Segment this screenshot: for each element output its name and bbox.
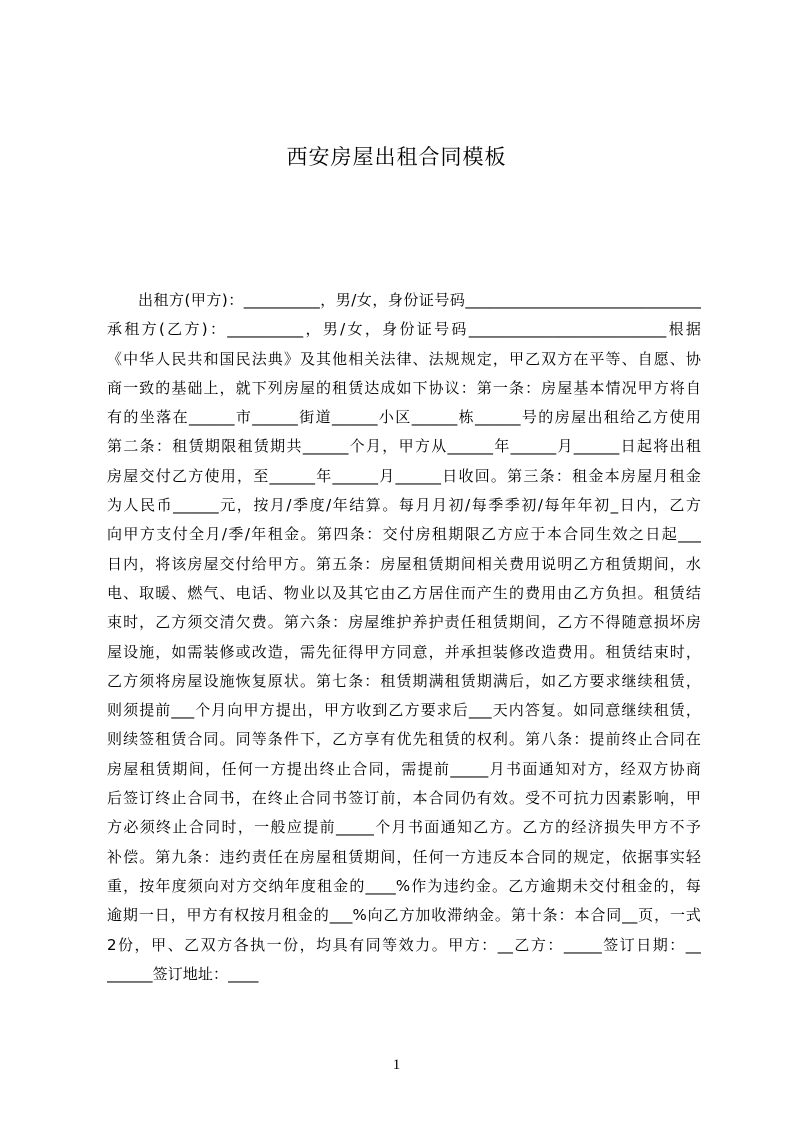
body-line-11: 电、取暖、燃气、电话、物业以及其它由乙方居住而产生的费用由乙方负担。租赁结 (107, 583, 701, 602)
body-line-17: 房屋租赁期间，任何一方提出终止合同，需提前_____月书面通知对方，经双方协商 (107, 759, 701, 778)
body-line-19: 方必须终止合同时，一般应提前_____个月书面通知乙方。乙方的经济损失甲方不予 (107, 818, 701, 837)
body-line-15: 则须提前___个月向甲方提出，甲方收到乙方要求后___天内答复。如同意继续租赁， (107, 701, 701, 720)
body-line-21: 重，按年度须向对方交纳年度租金的____%作为违约金。乙方逾期未交付租金的，每 (107, 876, 701, 895)
body-line-3: 《中华人民共和国民法典》及其他相关法律、法规规定，甲乙双方在平等、自愿、协 (107, 349, 701, 368)
body-line-1: 出租方(甲方)：__________，男/女，身份证号码_______________________________ (138, 291, 701, 309)
body-line-22: 逾期一日，甲方有权按月租金的___%向乙方加收滞纳金。第十条：本合同__页，一式 (107, 906, 701, 925)
document-title: 西安房屋出租合同模板 (286, 145, 507, 169)
page-number: 1 (392, 1057, 401, 1073)
body-line-16: 则续签租赁合同。同等条件下，乙方享有优先租赁的权利。第八条：提前终止合同在 (107, 730, 701, 749)
contract-body (107, 286, 701, 989)
body-line-6: 第二条：租赁期限租赁期共______个月，甲方从______年______月______日起将出租 (107, 437, 701, 456)
body-line-5: 有的坐落在______市______街道______小区______栋______号的房屋出租给乙方使用 (107, 408, 701, 427)
body-line-10: 日内，将该房屋交付给甲方。第五条：房屋租赁期间相关费用说明乙方租赁期间，水 (107, 554, 701, 573)
body-line-14: 乙方须将房屋设施恢复原状。第七条：租赁期满租赁期满后，如乙方要求继续租赁， (107, 671, 701, 690)
body-line-4: 商一致的基础上，就下列房屋的租赁达成如下协议：第一条：房屋基本情况甲方将自 (107, 378, 701, 397)
body-line-23: 2份，甲、乙双方各执一份，均具有同等效力。甲方：__乙方：_____签订日期：__ (107, 935, 701, 954)
body-line-8: 为人民币______元，按月/季度/年结算。每月月初/每季季初/每年年初_日内，乙方 (107, 496, 701, 515)
body-line-9: 向甲方支付全月/季/年租金。第四条：交付房租期限乙方应于本合同生效之日起___ (107, 525, 701, 544)
body-line-12: 束时，乙方须交清欠费。第六条：房屋维护养护责任租赁期间，乙方不得随意损坏房 (107, 613, 701, 632)
body-line-2: 承租方(乙方)：__________，男/女，身份证号码__________________________根据 (107, 320, 701, 339)
body-line-13: 屋设施，如需装修或改造，需先征得甲方同意，并承担装修改造费用。租赁结束时， (107, 642, 701, 661)
body-line-20: 补偿。第九条：违约责任在房屋租赁期间，任何一方违反本合同的规定，依据事实轻 (107, 847, 701, 866)
body-line-7: 房屋交付乙方使用，至______年______月______日收回。第三条：租金本房屋月租金 (107, 466, 701, 485)
body-line-18: 后签订终止合同书，在终止合同书签订前，本合同仍有效。受不可抗力因素影响，甲 (107, 789, 701, 808)
body-line-24: ______签订地址：____ (107, 964, 259, 983)
